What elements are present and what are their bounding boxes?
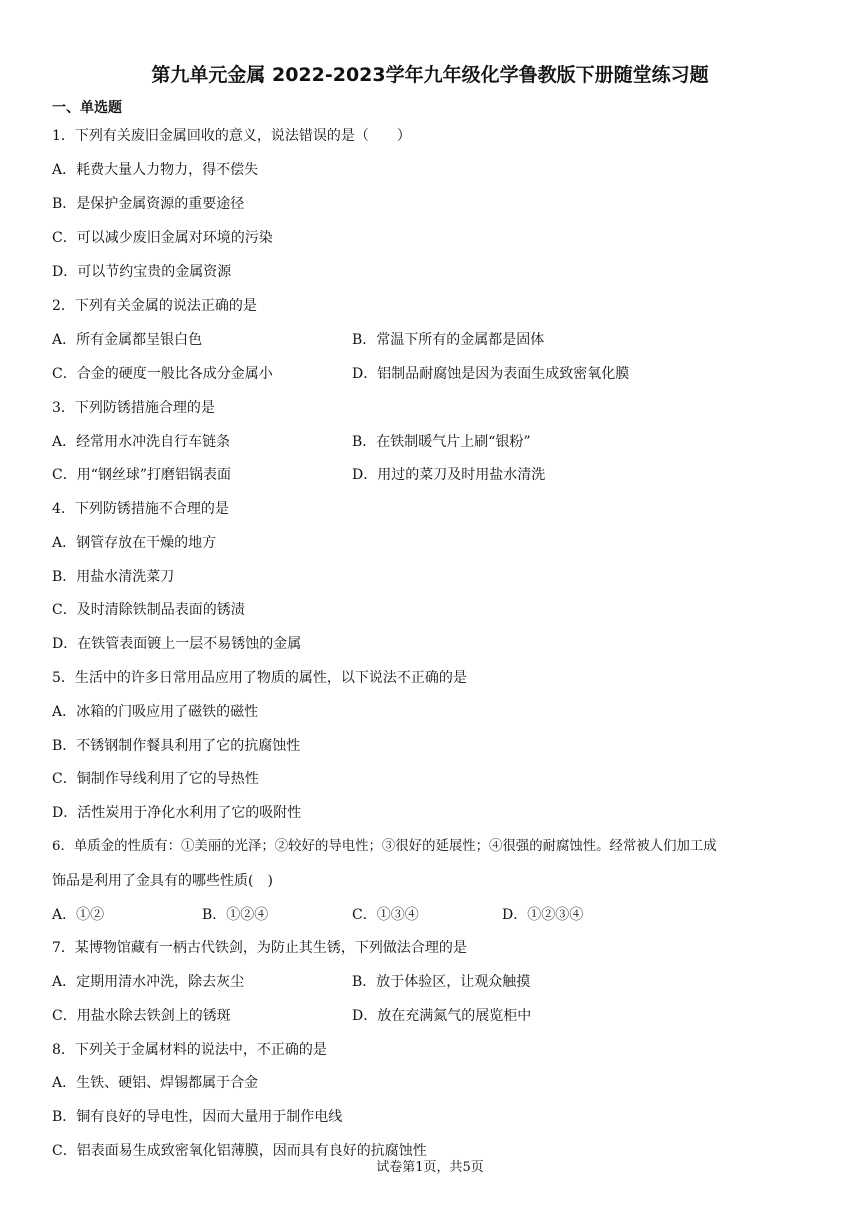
question-6-options-row xyxy=(52,905,812,925)
question-7-option-c: C．用盐水除去铁剑上的锈斑 xyxy=(52,1008,231,1024)
question-2-stem: 2．下列有关金属的说法正确的是 xyxy=(52,298,257,314)
page-title: 第九单元金属 2022-2023学年九年级化学鲁教版下册随堂练习题 xyxy=(151,64,709,86)
question-3-option-a: A．经常用水冲洗自行车链条 xyxy=(52,434,231,450)
section-heading: 一、单选题 xyxy=(52,100,122,116)
question-8-option-a: A．生铁、硬铝、焊锡都属于合金 xyxy=(52,1075,259,1091)
question-5-option-c: C．铜制作导线利用了它的导热性 xyxy=(52,771,259,787)
question-8-option-c: C．铝表面易生成致密氧化铝薄膜，因而具有良好的抗腐蚀性 xyxy=(52,1143,427,1159)
question-5-stem: 5．生活中的许多日常用品应用了物质的属性，以下说法不正确的是 xyxy=(52,670,467,686)
page-footer: 试卷第1页，共5页 xyxy=(376,1160,484,1175)
question-6-option-c: C．①③④ xyxy=(352,907,419,923)
question-3-option-c: C．用“钢丝球”打磨铝锅表面 xyxy=(52,467,232,483)
question-3-options-row-2 xyxy=(52,465,812,485)
question-7-option-a: A．定期用清水冲洗，除去灰尘 xyxy=(52,974,245,990)
question-2-options-row-1 xyxy=(52,330,812,350)
question-6-stem-line-1: 6．单质金的性质有：①美丽的光泽；②较好的导电性；③很好的延展性；④很强的耐腐蚀性。经常被人们加工成 xyxy=(52,839,717,854)
question-8-option-b: B．铜有良好的导电性，因而大量用于制作电线 xyxy=(52,1109,343,1125)
question-4-option-b: B．用盐水清洗菜刀 xyxy=(52,569,175,585)
question-7-stem: 7．某博物馆藏有一柄古代铁剑，为防止其生锈，下列做法合理的是 xyxy=(52,940,467,956)
question-2-options-row-2 xyxy=(52,364,812,384)
question-6-option-b: B．①②④ xyxy=(202,907,269,923)
question-7-options-row-1 xyxy=(52,972,812,992)
question-3-option-d: D．用过的菜刀及时用盐水清洗 xyxy=(352,467,546,483)
question-1-option-a: A．耗费大量人力物力，得不偿失 xyxy=(52,162,259,178)
question-5-option-a: A．冰箱的门吸应用了磁铁的磁性 xyxy=(52,704,259,720)
question-1-stem: 1．下列有关废旧金属回收的意义，说法错误的是（ ） xyxy=(52,128,411,144)
question-1-option-d: D．可以节约宝贵的金属资源 xyxy=(52,264,232,280)
question-6-option-a: A．①② xyxy=(52,907,105,923)
question-3-option-b: B．在铁制暖气片上刷“银粉” xyxy=(352,434,531,450)
question-1-option-c: C．可以减少废旧金属对环境的污染 xyxy=(52,230,273,246)
question-7-option-b: B．放于体验区，让观众触摸 xyxy=(352,974,531,990)
question-5-option-b: B．不锈钢制作餐具利用了它的抗腐蚀性 xyxy=(52,738,301,754)
question-5-option-d: D．活性炭用于净化水利用了它的吸附性 xyxy=(52,805,302,821)
question-6-stem-line-2: 饰品是利用了金具有的哪些性质( ) xyxy=(52,873,273,889)
question-4-option-c: C．及时清除铁制品表面的锈渍 xyxy=(52,602,245,618)
question-3-options-row-1 xyxy=(52,432,812,452)
question-3-stem: 3．下列防锈措施合理的是 xyxy=(52,400,215,416)
question-7-option-d: D．放在充满氮气的展览柜中 xyxy=(352,1008,532,1024)
question-2-option-d: D．铝制品耐腐蚀是因为表面生成致密氧化膜 xyxy=(352,366,630,382)
question-2-option-c: C．合金的硬度一般比各成分金属小 xyxy=(52,366,273,382)
question-8-stem: 8．下列关于金属材料的说法中，不正确的是 xyxy=(52,1042,327,1058)
question-4-option-d: D．在铁管表面镀上一层不易锈蚀的金属 xyxy=(52,636,302,652)
question-7-options-row-2 xyxy=(52,1006,812,1026)
question-4-option-a: A．钢管存放在干燥的地方 xyxy=(52,535,217,551)
question-2-option-a: A．所有金属都呈银白色 xyxy=(52,332,203,348)
question-1-option-b: B．是保护金属资源的重要途径 xyxy=(52,196,245,212)
question-2-option-b: B．常温下所有的金属都是固体 xyxy=(352,332,545,348)
question-6-option-d: D．①②③④ xyxy=(502,907,584,923)
question-4-stem: 4．下列防锈措施不合理的是 xyxy=(52,501,229,517)
